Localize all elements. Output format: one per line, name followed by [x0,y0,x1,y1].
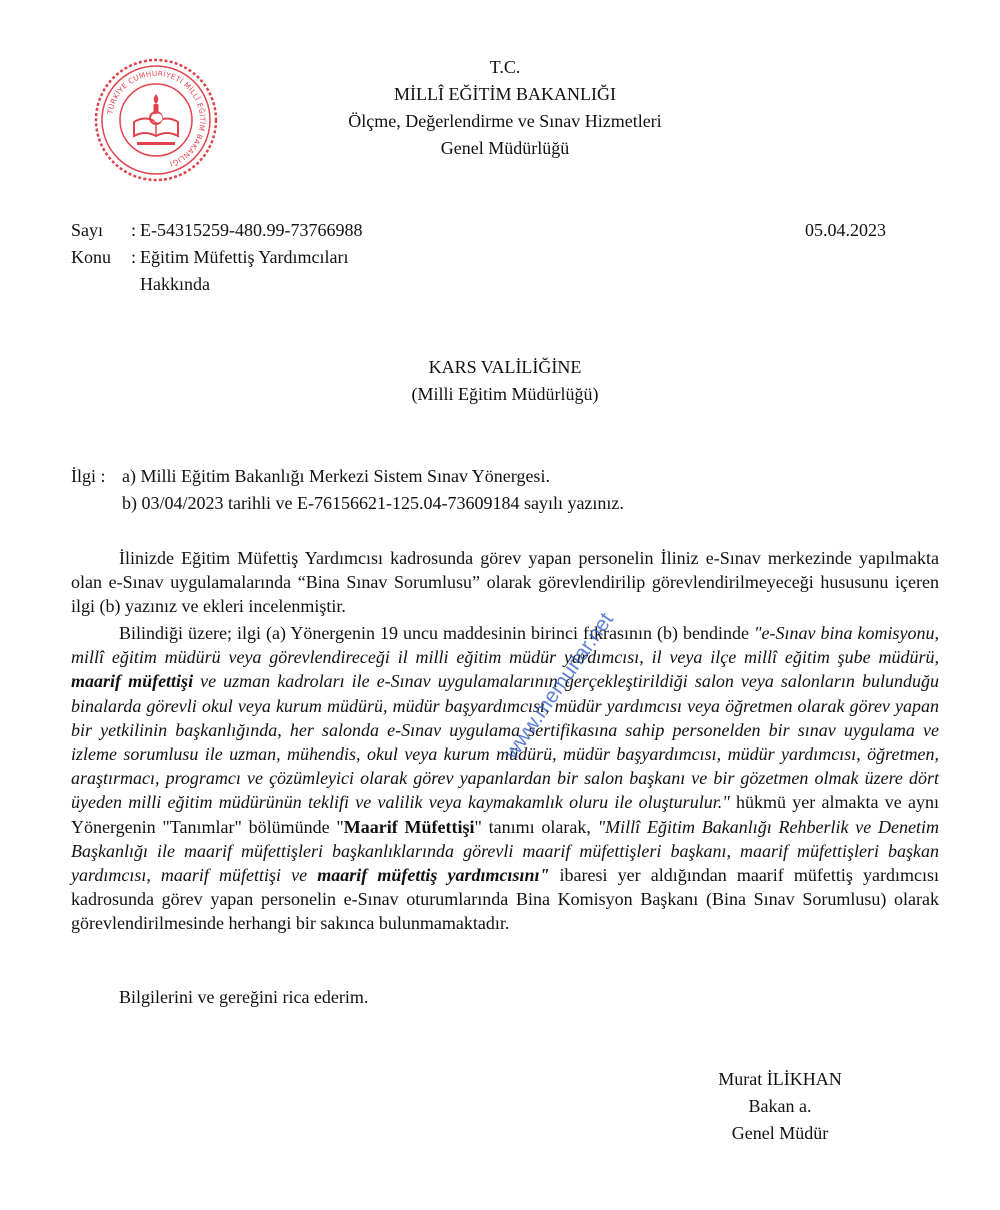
p2-emphasis: maarif müfettişi [71,671,194,692]
p2-definition-emphasis: maarif müfettiş yardımcısını" [317,865,550,886]
svg-text:TÜRKİYE CUMHURİYETİ MİLLÎ EĞİT: TÜRKİYE CUMHURİYETİ MİLLÎ EĞİTİM BAKANLIĞI [105,68,208,169]
sayi-value: E-54315259-480.99-73766988 [140,220,363,240]
sayi-colon: : [131,220,137,240]
signatory-title: Genel Müdür [731,1123,829,1143]
konu-value-line2: Hakkında [140,274,210,294]
p2-term: Maarif Müfettişi [343,816,475,837]
p2-text-2: hükmü yer almakta ve aynı Yönergenin "Tanımlar" bölümünde " [71,792,939,837]
konu-colon: : [131,247,137,267]
recipient-subtitle: (Milli Eğitim Müdürlüğü) [411,384,599,404]
recipient-block [300,354,710,408]
watermark: www.memurlar.net [500,608,618,764]
header-line-directorate: Genel Müdürlüğü [440,138,570,158]
document-date: 05.04.2023 [805,220,886,240]
signature-block [690,1066,870,1147]
ilgi-item-b: b) 03/04/2023 tarihli ve E-76156621-125.04-73609184 sayılı yazınız. [122,493,624,513]
p2-text: Bilindiği üzere; ilgi (a) Yönergenin 19 uncu maddesinin birinci fıkrasının (b) bendinde [119,623,754,643]
konu-label: Konu [71,247,111,267]
header-line-tc: T.C. [489,57,521,77]
header-line-department: Ölçme, Değerlendirme ve Sınav Hizmetleri [348,111,662,131]
ilgi-label: İlgi : [71,466,106,486]
p2-conclusion: ibaresi yer aldığından maarif müfettiş yardımcısı kadrosunda görev yapan personelin e-Sınav oturumlarında Bina Komisyon Başkanı (Bina Sınav Sorumlusu) olarak görevlendirilmesinde herhangi bir sakınca bulunmamaktadır. [71,865,939,934]
signatory-authority: Bakan a. [748,1096,812,1116]
konu-value-line1: Eğitim Müfettiş Yardımcıları [140,247,349,267]
letterhead [300,54,710,162]
recipient-title: KARS VALİLİĞİNE [428,357,582,377]
ilgi-item-a: a) Milli Eğitim Bakanlığı Merkezi Sistem Sınav Yönergesi. [122,466,550,486]
signatory-name: Murat İLİKHAN [718,1069,842,1089]
p2-quote: "e-Sınav bina komisyonu, millî eğitim müdürü veya görevlendireceği il milli eğitim müdür yardımcısı, il veya ilçe millî eğitim şube müdürü, [71,623,939,668]
p2-quote-cont: ve uzman kadroları ile e-Sınav uygulamalarının gerçekleştirildiği salon veya salonların bulunduğu binalarda görevli okul veya kurum müdürü, müdür başyardımcısı, müdür yardımcısı veya öğretmen olarak görev yapan bir yetkilinin başkanlığında, her salonda e-Sınav uygulama sertifikasına sahip personelden bir sınav uygulama ve izleme sorumlusu ile uzman, mühendis, okul veya kurum müdürü, müdür başyardımcısı, müdür yardımcısı, öğretmen, araştırmacı, programcı ve çözümleyici olarak görev yapanlardan bir salon başkanı ve bir gözetmen olmak üzere dört üyeden milli eğitim müdürünün teklifi ve valilik veya kaymakamlık oluru ile oluşturulur." [71,671,939,813]
ministry-seal-icon [92,56,220,184]
body-paragraph-2 [71,621,939,936]
body-paragraph-1: İlinizde Eğitim Müfettiş Yardımcısı kadrosunda görev yapan personelin İliniz e-Sınav merkezinde yapılmakta olan e-Sınav uygulamalarında “Bina Sınav Sorumlusu” olarak görevlendirilip görevlendirilmeyeceği hususunu içeren ilgi (b) yazınız ve ekleri incelenmiştir. [71,548,939,617]
body-closing: Bilgilerini ve gereğini rica ederim. [119,987,369,1007]
sayi-label: Sayı [71,220,104,240]
header-line-ministry: MİLLÎ EĞİTİM BAKANLIĞI [394,84,616,104]
p2-definition: "Millî Eğitim Bakanlığı Rehberlik ve Denetim Başkanlığı ile maarif müfettişleri başkanlıklarında görevli maarif müfettişleri başkanı, maarif müfettişleri başkan yardımcısı, maarif müfettişi ve [71,816,939,886]
p2-text-3: " tanımı olarak, [474,816,598,837]
